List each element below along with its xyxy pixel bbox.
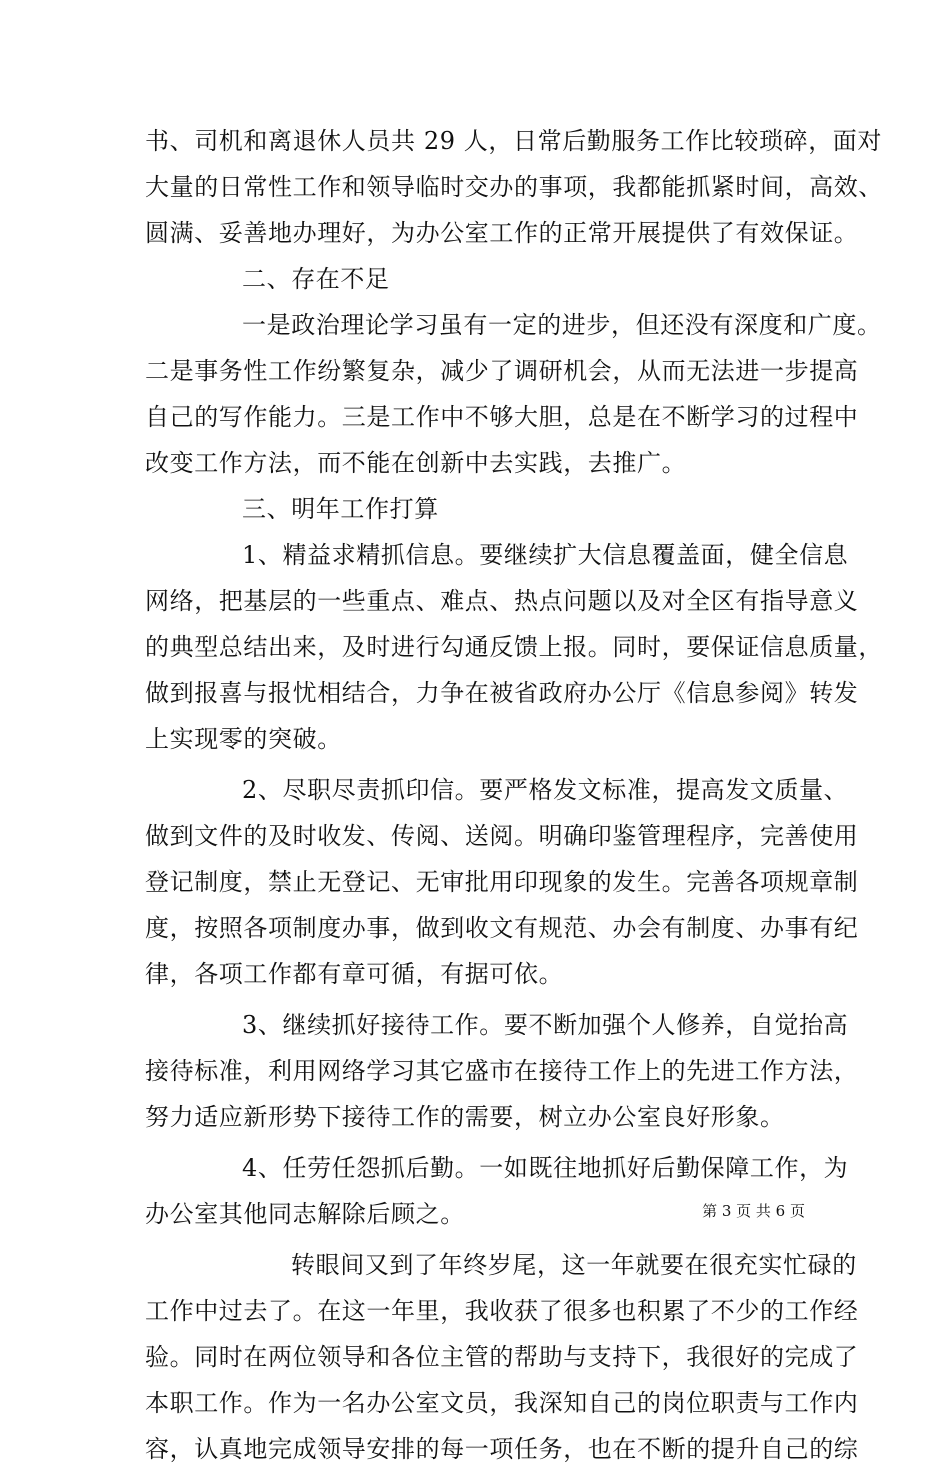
text-line: 度，按照各项制度办事，做到收文有规范、办会有制度、办事有纪 <box>145 914 859 942</box>
section-heading-next-year-plan: 三、明年工作打算 <box>242 495 439 523</box>
text-line: 2、尽职尽责抓印信。要严格发文标准，提高发文质量、 <box>242 776 849 804</box>
text-line: 转眼间又到了年终岁尾，这一年就要在很充实忙碌的 <box>291 1251 857 1279</box>
text-line: 自己的写作能力。三是工作中不够大胆，总是在不断学习的过程中 <box>145 403 859 431</box>
text-line: 努力适应新形势下接待工作的需要，树立办公室良好形象。 <box>145 1103 785 1131</box>
text-line: 书、司机和离退休人员共 29 人，日常后勤服务工作比较琐碎，面对 <box>145 127 882 155</box>
text-line: 做到报喜与报忧相结合，力争在被省政府办公厅《信息参阅》转发 <box>145 679 859 707</box>
body-text <box>145 118 883 1472</box>
text-line: 的典型总结出来，及时进行勾通反馈上报。同时，要保证信息质量， <box>145 633 883 661</box>
section-heading-shortcomings: 二、存在不足 <box>242 265 390 293</box>
text-line: 大量的日常性工作和领导临时交办的事项，我都能抓紧时间，高效、 <box>145 173 883 201</box>
text-line: 改变工作方法，而不能在创新中去实践，去推广。 <box>145 449 687 477</box>
text-line: 接待标准，利用网络学习其它盛市在接待工作上的先进工作方法， <box>145 1057 859 1085</box>
text-line: 一是政治理论学习虽有一定的进步，但还没有深度和广度。 <box>242 311 882 339</box>
text-line: 容，认真地完成领导安排的每一项任务，也在不断的提升自己的综 <box>145 1435 859 1463</box>
text-line: 圆满、妥善地办理好，为办公室工作的正常开展提供了有效保证。 <box>145 219 859 247</box>
text-line: 4、任劳任怨抓后勤。一如既往地抓好后勤保障工作，为 <box>242 1154 849 1182</box>
text-line: 登记制度，禁止无登记、无审批用印现象的发生。完善各项规章制 <box>145 868 859 896</box>
text-line: 3、继续抓好接待工作。要不断加强个人修养，自觉抬高 <box>242 1011 849 1039</box>
text-line: 本职工作。作为一名办公室文员，我深知自己的岗位职责与工作内 <box>145 1389 859 1417</box>
text-line: 验。同时在两位领导和各位主管的帮助与支持下，我很好的完成了 <box>145 1343 859 1371</box>
text-line: 办公室其他同志解除后顾之。 <box>145 1200 465 1228</box>
text-line: 二是事务性工作纷繁复杂，减少了调研机会，从而无法进一步提高 <box>145 357 859 385</box>
text-line: 做到文件的及时收发、传阅、送阅。明确印鉴管理程序，完善使用 <box>145 822 859 850</box>
page-number-footer: 第 3 页 共 6 页 <box>702 1202 805 1220</box>
text-line: 1、精益求精抓信息。要继续扩大信息覆盖面，健全信息 <box>242 541 849 569</box>
text-line: 工作中过去了。在这一年里，我收获了很多也积累了不少的工作经 <box>145 1297 859 1325</box>
text-line: 上实现零的突破。 <box>145 725 342 753</box>
text-line: 网络，把基层的一些重点、难点、热点问题以及对全区有指导意义 <box>145 587 859 615</box>
text-line: 律，各项工作都有章可循，有据可依。 <box>145 960 564 988</box>
